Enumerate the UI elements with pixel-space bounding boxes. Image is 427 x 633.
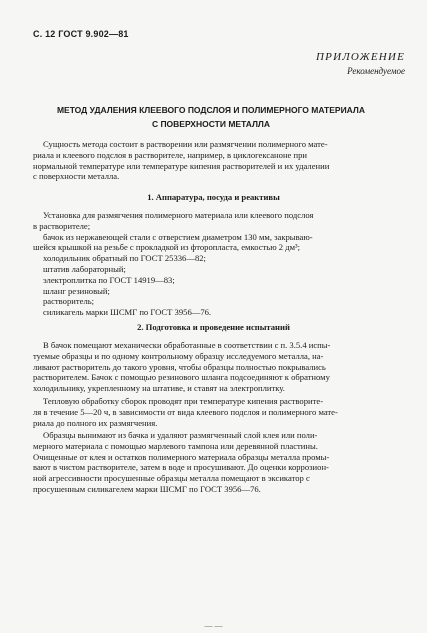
- equipment-line: шланг резиновый;: [43, 285, 110, 296]
- intro-line: Сущность метода состоит в растворении или размягчении полимерного мате-: [43, 139, 328, 149]
- equipment-line: Установка для размягчения полимерного материала или клеевого подслоя: [43, 210, 314, 220]
- procedure-line: ливают растворитель до такого уровня, чтобы образцы полностью покрывались: [33, 361, 326, 372]
- procedure-line: просушенным силикагелем марки ШСМГ по ГОСТ 3956—76.: [33, 483, 261, 494]
- intro-line: риала и клеевого подслоя в растворителе, например, в циклогексаноне при: [33, 149, 308, 160]
- intro-paragraph: [33, 139, 398, 182]
- appendix-title: ПРИЛОЖЕНИЕ: [316, 51, 405, 63]
- section-2-paragraph-1: [33, 340, 398, 394]
- procedure-line: риала до полного их размягчения.: [33, 417, 158, 428]
- section-1-body: [33, 210, 398, 318]
- title-line-2: С ПОВЕРХНОСТИ МЕТАЛЛА: [151, 119, 271, 129]
- section-1-title: 1. Аппаратура, посуда и реактивы: [147, 192, 280, 202]
- procedure-line: ной агрессивности просушенные образцы металла помещают в эксикатор с: [33, 473, 310, 484]
- title-line-1: МЕТОД УДАЛЕНИЯ КЛЕЕВОГО ПОДСЛОЯ И ПОЛИМЕРНОГО МАТЕРИАЛА: [56, 105, 366, 115]
- equipment-line: силикагель марки ШСМГ по ГОСТ 3956—76.: [43, 307, 212, 318]
- intro-line: с поверхности металла.: [33, 171, 120, 182]
- equipment-line: штатив лабораторный;: [43, 263, 126, 274]
- equipment-line: в растворителе;: [33, 220, 91, 231]
- equipment-line: растворитель;: [43, 296, 95, 307]
- section-2-paragraph-3: [33, 430, 398, 495]
- page-footer-mark: — —: [204, 621, 223, 630]
- procedure-line: туемые образцы и по одному контрольному образцу исследуемого металла, на-: [33, 350, 324, 361]
- equipment-line: бачок из нержавеющей стали с отверстием диаметром 130 мм, закрываю-: [43, 231, 313, 242]
- procedure-line: ля в течение 5—20 ч, в зависимости от вида клеевого подслоя и полимерного мате-: [33, 406, 338, 417]
- equipment-line: электроплитка по ГОСТ 14919—83;: [43, 274, 175, 285]
- procedure-line: вают в чистом растворителе, затем в воде и просушивают. До оценки коррозион-: [33, 462, 329, 473]
- procedure-line: Образцы вынимают из бачка и удаляют размягченный слой клея или поли-: [43, 430, 318, 440]
- equipment-line: шейся крышкой на резьбе с прокладкой из фторопласта, емкостью 2 дм³;: [33, 242, 301, 253]
- section-2-title: 2. Подготовка и проведение испытаний: [137, 322, 290, 332]
- section-2-paragraph-2: [33, 396, 398, 428]
- document-title: [30, 103, 392, 131]
- appendix-subtitle: Рекомендуемое: [347, 66, 405, 76]
- procedure-line: растворителем. Бачок с помощью резинового шланга подсоединяют к обратному: [33, 372, 330, 383]
- procedure-line: В бачок помещают механически обработанные в соответствии с п. 3.5.4 испы-: [43, 340, 331, 350]
- intro-line: нормальной температуре или температуре кипения растворителей и их удалении: [33, 160, 330, 171]
- appendix-label: [316, 51, 405, 76]
- procedure-line: мерного материала с помощью марлевого тампона или деревянной пластины.: [33, 440, 318, 451]
- page-header: С. 12 ГОСТ 9.902—81: [33, 29, 129, 39]
- procedure-line: Тепловую обработку сборок проводят при температуре кипения растворите-: [43, 396, 324, 406]
- procedure-line: Очищенные от клея и остатков полимерного материала образцы металла промы-: [33, 451, 330, 462]
- equipment-line: холодильник обратный по ГОСТ 25336—82;: [43, 253, 206, 264]
- procedure-line: холодильнику, укрепленному на штативе, и ставят на электроплитку.: [33, 383, 285, 394]
